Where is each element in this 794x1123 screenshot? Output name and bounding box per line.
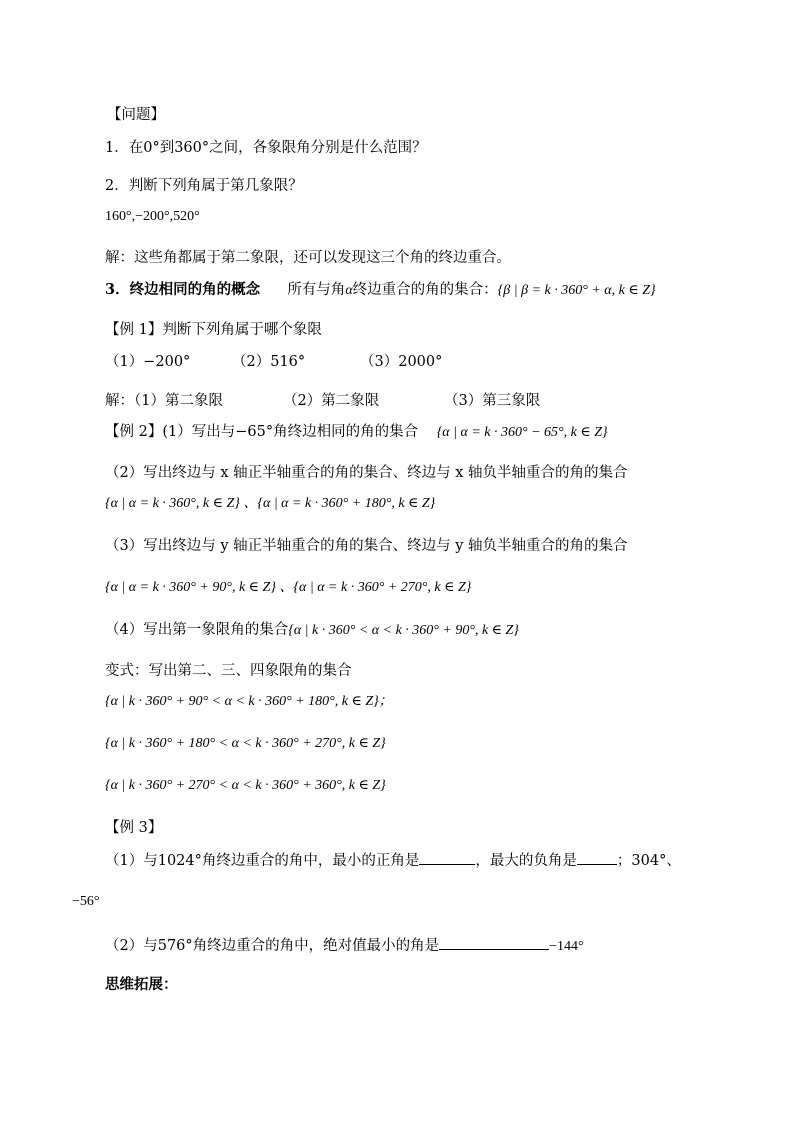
example-2-set-3: {α | α = k · 360° + 90°, k ∈ Z} 、{α | α = k · 360° + 270°, k ∈ Z} xyxy=(105,580,472,595)
example-3-title: 【例 3】 xyxy=(105,820,163,836)
answer-blank-smallest-positive[interactable] xyxy=(419,850,475,865)
example-1-item-2: （2）516° xyxy=(232,354,306,370)
variant-set-2nd-quadrant: {α | k · 360° + 90° < α < k · 360° + 180°, k ∈ Z}； xyxy=(105,694,393,709)
example-3-line-1 xyxy=(105,850,681,870)
example-1-title: 【例 1】判断下列角属于哪个象限 xyxy=(105,322,322,338)
thinking-extension-title: 思维拓展： xyxy=(105,976,178,993)
example-2-set-2: {α | α = k · 360°, k ∈ Z} 、{α | α = k · 360° + 180°, k ∈ Z} xyxy=(105,496,436,511)
concept-alpha: α xyxy=(345,283,353,298)
example-3-q2-text: （2）与576°角终边重合的角中，绝对值最小的角是 xyxy=(105,938,440,954)
question-header: 【问题】 xyxy=(107,107,165,123)
example-2-set-4: {α | k · 360° < α < k · 360° + 90°, k ∈ Z} xyxy=(288,623,519,638)
example-1-item-1: （1）−200° xyxy=(105,354,191,370)
concept-title: 3．终边相同的角的概念 xyxy=(105,281,261,298)
concept-line xyxy=(105,281,656,300)
concept-set: {β | β = k · 360° + α, k ∈ Z} xyxy=(497,283,656,298)
example-1-answer-3: （3）第三象限 xyxy=(444,393,541,409)
question-1: 1．在0°到360°之间，各象限角分别是什么范围？ xyxy=(105,140,427,156)
answer-blank-largest-negative[interactable] xyxy=(577,850,617,865)
variant-title: 变式：写出第二、三、四象限角的集合 xyxy=(105,663,352,679)
example-2-question-1: 【例 2】(1）写出与−65°角终边相同的角的集合 xyxy=(105,424,419,440)
example-1-answer-1: 解：（1）第二象限 xyxy=(105,393,223,409)
example-3-q1-text: （1）与1024°角终边重合的角中，最小的正角是 xyxy=(105,853,420,869)
variant-set-4th-quadrant: {α | k · 360° + 270° < α < k · 360° + 360°, k ∈ Z} xyxy=(105,778,386,793)
variant-set-3rd-quadrant: {α | k · 360° + 180° < α < k · 360° + 270°, k ∈ Z} xyxy=(105,736,386,751)
question-2-angles: 160°,−200°,520° xyxy=(105,209,200,224)
example-2-line-1 xyxy=(105,423,608,442)
example-3-q1-text-2: ，最大的负角是 xyxy=(475,853,577,869)
example-3-q2-answer: −144° xyxy=(549,939,584,954)
example-1-item-3: （3）2000° xyxy=(360,354,443,370)
example-3-q1-answer-negative: −56° xyxy=(72,894,100,909)
answer-blank-smallest-absolute[interactable] xyxy=(439,935,549,950)
example-3-line-2 xyxy=(105,935,584,956)
concept-text-2: 终边重合的角的集合： xyxy=(352,282,498,298)
example-3-q1-answers: ；304°、 xyxy=(616,853,681,869)
concept-text: 所有与角 xyxy=(287,282,346,298)
example-2-question-3: （3）写出终边与 y 轴正半轴重合的角的集合、终边与 y 轴负半轴重合的角的集合 xyxy=(105,538,628,554)
example-2-set-1: {α | α = k · 360° − 65°, k ∈ Z} xyxy=(436,425,608,440)
example-2-line-4 xyxy=(105,621,519,640)
question-2: 2．判断下列角属于第几象限？ xyxy=(105,178,303,194)
example-2-question-2: （2）写出终边与 x 轴正半轴重合的角的集合、终边与 x 轴负半轴重合的角的集合 xyxy=(105,465,628,481)
question-2-answer: 解：这些角都属于第二象限，还可以发现这三个角的终边重合。 xyxy=(105,250,511,266)
example-1-answer-2: （2）第二象限 xyxy=(283,393,380,409)
example-2-question-4: （4）写出第一象限角的集合 xyxy=(105,622,289,638)
